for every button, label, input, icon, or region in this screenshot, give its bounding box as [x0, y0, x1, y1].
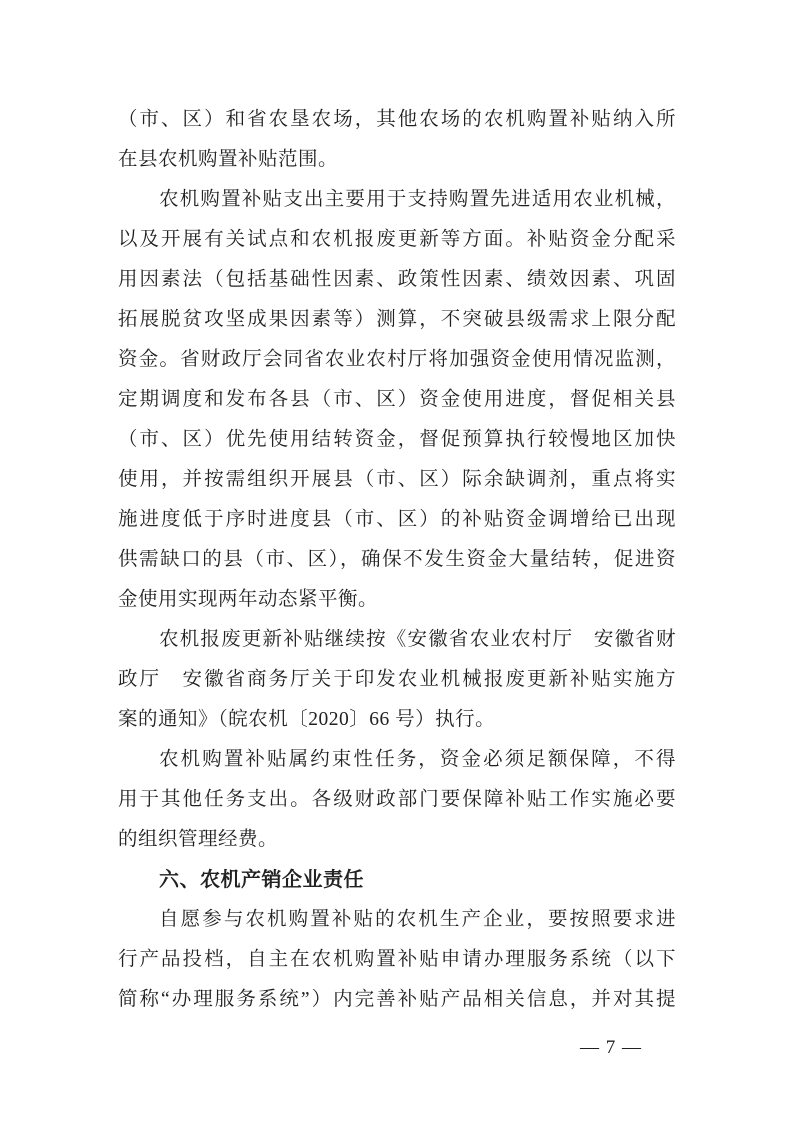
text-line: 使用，并按需组织开展县（市、区）际余缺调剂，重点将实 [118, 469, 676, 490]
text-line: 施进度低于序时进度县（市、区）的补贴资金调增给已出现 [118, 509, 676, 530]
text-line: 在县农机购置补贴范围。 [118, 149, 339, 170]
text-line: （市、区）优先使用结转资金，督促预算执行较慢地区加快 [118, 429, 676, 450]
text-line: 农机报废更新补贴继续按《安徽省农业农村厅 安徽省财 [159, 629, 676, 650]
text-line: 农机购置补贴属约束性任务，资金必须足额保障，不得 [159, 749, 676, 770]
text-line: 简称“办理服务系统”）内完善补贴产品相关信息，并对其提 [118, 989, 676, 1010]
text-line: 自愿参与农机购置补贴的农机生产企业，要按照要求进 [159, 909, 676, 930]
text-line: 行产品投档，自主在农机购置补贴申请办理服务系统（以下 [118, 949, 676, 970]
page-footer [580, 1036, 642, 1060]
text-line: 案的通知》（皖农机〔2020〕66 号）执行。 [118, 709, 496, 730]
page-number: — 7 — [580, 1037, 642, 1058]
text-line: 定期调度和发布各县（市、区）资金使用进度，督促相关县 [118, 389, 676, 410]
text-line: 用因素法（包括基础性因素、政策性因素、绩效因素、巩固 [118, 269, 676, 290]
text-line: 政厅 安徽省商务厅关于印发农业机械报废更新补贴实施方 [118, 669, 676, 690]
text-line: （市、区）和省农垦农场，其他农场的农机购置补贴纳入所 [118, 109, 676, 130]
text-line: 农机购置补贴支出主要用于支持购置先进适用农业机械， [159, 189, 676, 210]
text-line: 的组织管理经费。 [118, 829, 279, 850]
text-line: 金使用实现两年动态紧平衡。 [118, 589, 379, 610]
section-heading: 六、农机产销企业责任 [159, 869, 364, 891]
text-line: 供需缺口的县（市、区），确保不发生资金大量结转，促进资 [118, 549, 676, 570]
text-line: 用于其他任务支出。各级财政部门要保障补贴工作实施必要 [118, 789, 676, 810]
document-body [118, 100, 676, 1020]
text-line: 以及开展有关试点和农机报废更新等方面。补贴资金分配采 [118, 229, 676, 250]
text-line: 拓展脱贫攻坚成果因素等）测算，不突破县级需求上限分配 [118, 309, 676, 330]
text-line: 资金。省财政厅会同省农业农村厅将加强资金使用情况监测， [118, 349, 676, 370]
